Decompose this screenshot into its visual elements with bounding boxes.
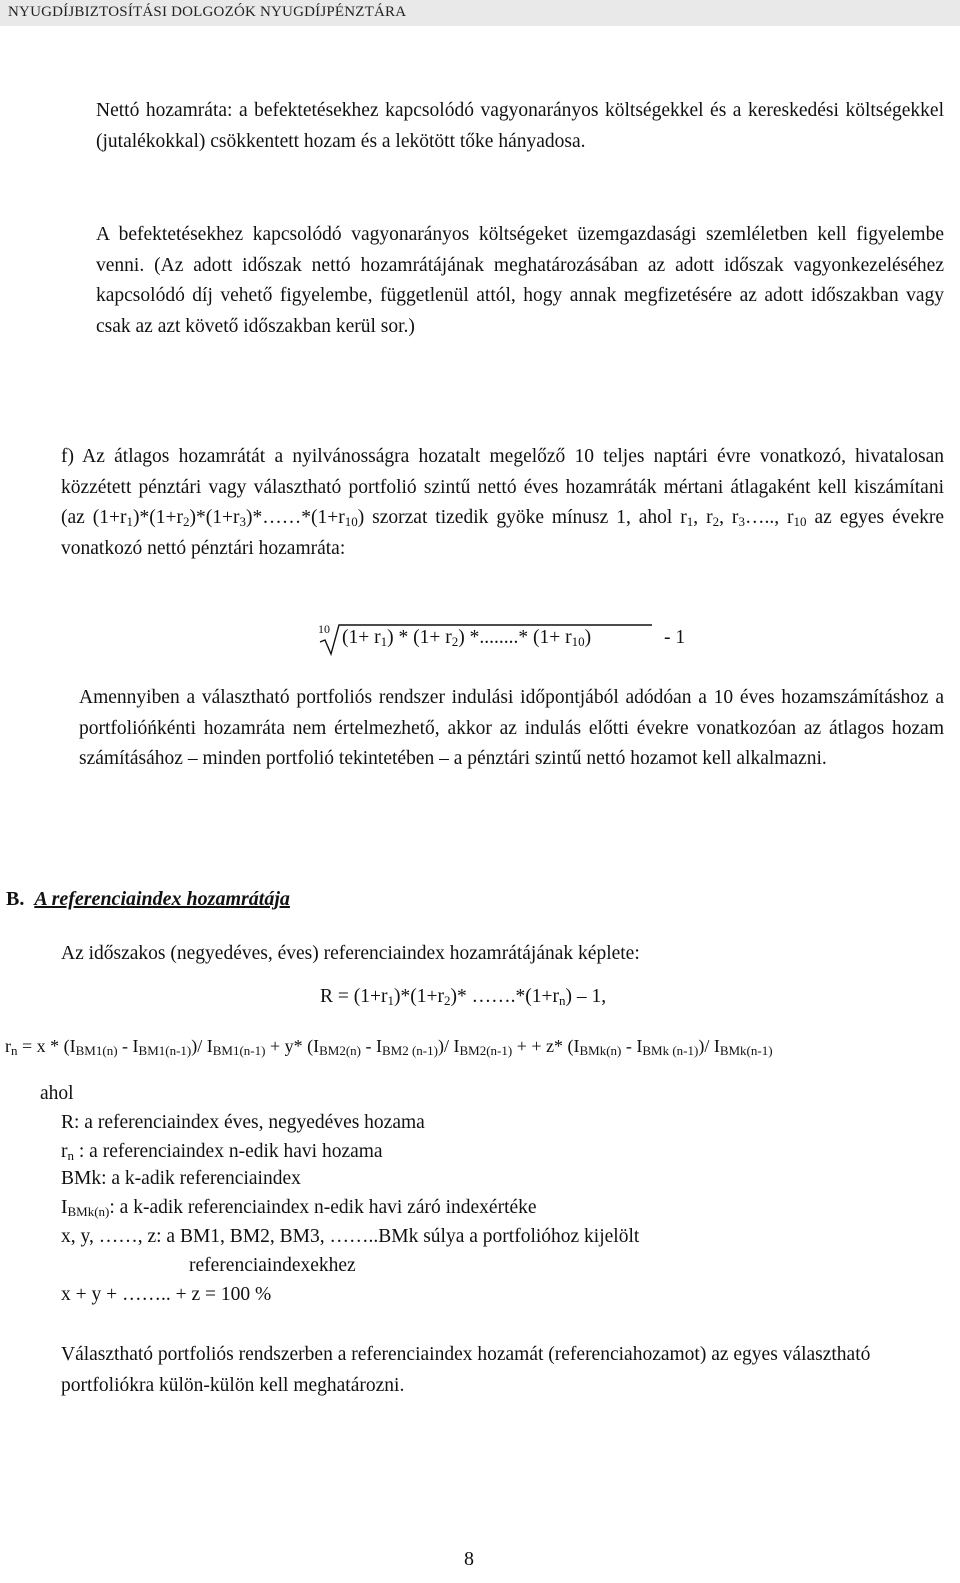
def-rn: $r_n$ : a referenciaindex n-edik havi hozama — [61, 1141, 383, 1163]
weights-sum: x + y + …….. + z = 100 % — [61, 1284, 272, 1305]
minus-one: - 1 — [664, 627, 686, 648]
r-formula: $R = (1+r_1)*(1+r_2)*$ $\dots\dots.*(1+r_n) - 1$, — [320, 986, 607, 1008]
average-return-paragraph: f) Az átlagos hozamrátát a nyilvánosságra hozatalt megelőző 10 teljes naptári évre vonatkozó, hivatalosan közzétett pénztári vagy választható portfolió szintű nettó éves hozamráták mértani átlagaként kell kiszámítani (az $(1+r_1)*(1+r_2)*(1+r_3)*\dots\dots*(1+r_{10})$ szorzat tizedik gyöke mínusz 1, ahol $r_1$, $r_2$, $r_3\dots$.., $r_{10}$ az egyes évekre vonatkozó nettó pénztári hozamráta: — [61, 446, 945, 559]
closing-paragraph: Választható portfoliós rendszerben a referenciaindex hozamát (referenciahozamot) az egyes választható portfoliókra külön-külön kell meghatározni. — [61, 1344, 871, 1396]
header-title: NYUGDÍJBIZTOSÍTÁSI DOLGOZÓK NYUGDÍJPÉNZTÁRA — [8, 4, 407, 20]
net-return-costs-paragraph: A befektetésekhez kapcsolódó vagyonarányos költségeket üzemgazdasági szemléletben kell figyelembe venni. (Az adott időszak nettó hozamrátájának meghatározásában az adott időszak vagyonkezeléséhez kapcsolódó díj vehető figyelembe, függetlenül attól, hogy annak megfizetésére az adott időszakban vagy csak az azt követő időszakban kerül sor.) — [96, 224, 944, 337]
radicand: $(1+ r_1) * (1+ r_2)$ *........* $(1+ r_{10})$ — [342, 627, 592, 649]
formula-intro: Az időszakos (negyedéves, éves) referenciaindex hozamrátájának képlete: — [61, 943, 640, 964]
where-label: ahol — [40, 1083, 74, 1104]
geometric-mean-formula — [318, 622, 718, 658]
rn-formula: $r_n = x * (I_{BM1(n)} - I_{BM1(n-1)})/$ $I_{BM1(n-1)} + y*$ $(I_{BM2(n)} - I_{BM2 (n-1)})/$ $I_{BM2(n-1)}$ + + z* $(I_{BMk(n)} - I_{BMk (n-1)})/$ $I_{BMk(n-1)}$ — [5, 1036, 773, 1058]
section-letter: B. — [6, 888, 25, 910]
page-header — [0, 0, 960, 26]
portfolio-note-paragraph: Amennyiben a választható portfoliós rendszer indulási időpontjából adódóan a 10 éves hozamszámításhoz a portfolióńkénti hozamráta nem értelmezhető, akkor az indulás előtti évekre vonatkozóan az átlagos hozam számításához – minden portfolió tekintetében – a pénztári szintű nettó hozamot kell alkalmazni. — [79, 687, 944, 769]
section-title: A referenciaindex hozamrátája — [34, 888, 290, 910]
section-b-heading — [6, 888, 290, 911]
def-R: R: a referenciaindex éves, negyedéves hozama — [61, 1112, 425, 1133]
def-weights: x, y, ……, z: a BM1, BM2, BM3, ……..BMk súlya a portfolióhoz kijelölt — [61, 1226, 640, 1247]
def-ibmk: $I_{BMk(n)}$: a k-adik referenciaindex n-edik havi záró indexértéke — [61, 1197, 537, 1219]
def-weights-cont: referenciaindexekhez — [189, 1255, 356, 1276]
page-number: 8 — [464, 1548, 474, 1570]
def-bmk: BMk: a k-adik referenciaindex — [61, 1168, 301, 1189]
root-index: 10 — [318, 622, 330, 636]
net-return-definition: Nettó hozamráta: a befektetésekhez kapcsolódó vagyonarányos költségekkel és a kereskedési költségekkel (jutalékokkal) csökkentett hozam és a lekötött tőke hányadosa. — [96, 100, 944, 152]
